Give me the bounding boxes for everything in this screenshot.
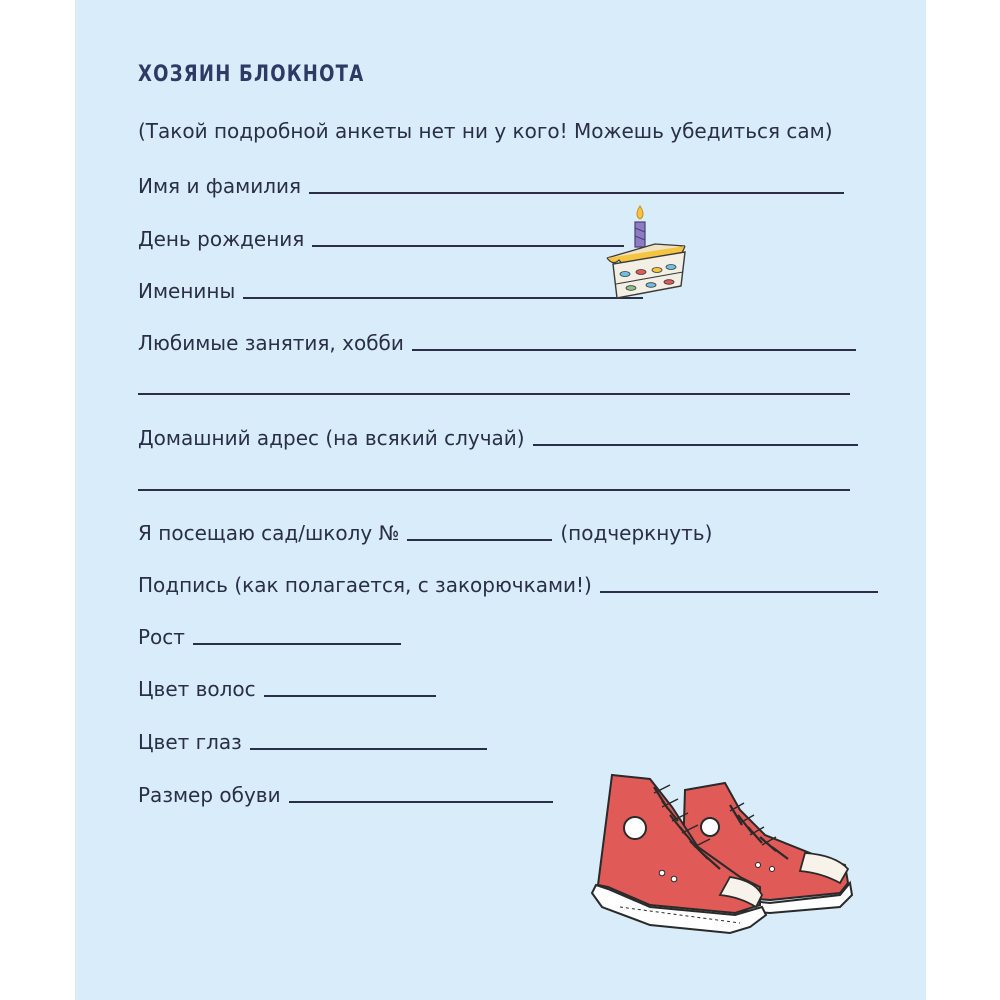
sneakers-illustration bbox=[590, 765, 860, 940]
field-address-label: Домашний адрес (на всякий случай) bbox=[138, 426, 525, 450]
field-nameday-row bbox=[138, 273, 643, 303]
field-school-suffix: (подчеркнуть) bbox=[560, 521, 713, 545]
field-hobbies-blank-2[interactable] bbox=[138, 393, 850, 395]
field-birthday-label: День рождения bbox=[138, 227, 305, 251]
field-nameday-blank[interactable] bbox=[243, 297, 643, 299]
field-shoe-size-blank[interactable] bbox=[289, 801, 553, 803]
field-eyes-label: Цвет глаз bbox=[138, 730, 242, 754]
field-hair-label: Цвет волос bbox=[138, 677, 256, 701]
field-school-blank[interactable] bbox=[407, 539, 552, 541]
field-hobbies-label: Любимые занятия, хобби bbox=[138, 331, 404, 355]
field-height-blank[interactable] bbox=[193, 643, 401, 645]
field-shoe-size-label: Размер обуви bbox=[138, 783, 281, 807]
field-name-blank[interactable] bbox=[309, 192, 844, 194]
field-eyes-row bbox=[138, 724, 487, 754]
page-title: ХОЗЯИН БЛОКНОТА bbox=[138, 62, 365, 87]
field-height-label: Рост bbox=[138, 625, 185, 649]
field-birthday-row bbox=[138, 221, 624, 251]
field-nameday-label: Именины bbox=[138, 279, 236, 303]
field-height-row bbox=[138, 619, 401, 649]
field-shoe-size-row bbox=[138, 777, 553, 807]
field-school-label: Я посещаю сад/школу № bbox=[138, 521, 400, 545]
field-signature-blank[interactable] bbox=[600, 591, 878, 593]
field-address-blank[interactable] bbox=[533, 444, 858, 446]
field-hair-blank[interactable] bbox=[264, 695, 436, 697]
field-name-label: Имя и фамилия bbox=[138, 174, 302, 198]
field-address-blank-2[interactable] bbox=[138, 489, 850, 491]
field-school-row bbox=[138, 515, 712, 545]
field-hobbies-row bbox=[138, 325, 856, 355]
field-eyes-blank[interactable] bbox=[250, 748, 487, 750]
birthday-cake-icon bbox=[605, 200, 695, 305]
field-hair-row bbox=[138, 671, 436, 701]
field-signature-row bbox=[138, 567, 878, 597]
field-signature-label: Подпись (как полагается, с закорючками!) bbox=[138, 573, 592, 597]
notebook-page bbox=[75, 0, 926, 1000]
field-hobbies-blank[interactable] bbox=[412, 349, 856, 351]
field-address-row bbox=[138, 420, 858, 450]
field-name-row bbox=[138, 168, 844, 198]
page-subtitle: (Такой подробной анкеты нет ни у кого! Можешь убедиться сам) bbox=[138, 119, 833, 143]
field-birthday-blank[interactable] bbox=[312, 245, 624, 247]
